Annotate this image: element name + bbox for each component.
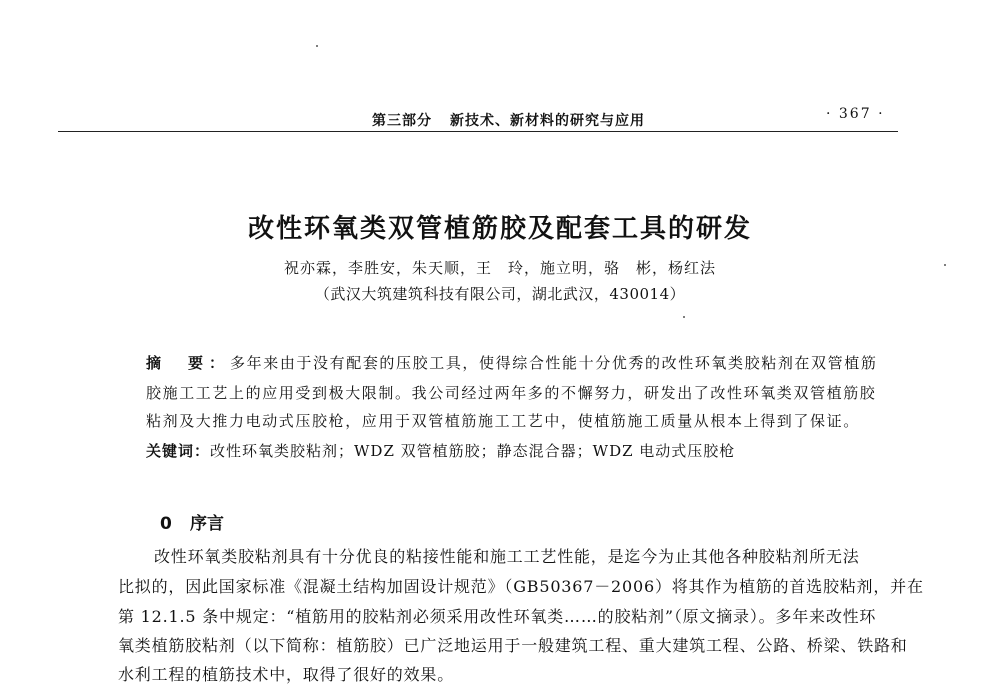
header-rule [58,131,898,132]
keywords-line [146,440,735,461]
author-list: 祝亦霖，李胜安，朱天顺，王 玲，施立明，骆 彬，杨红法 [283,259,716,277]
scan-speck [683,316,685,318]
abstract-line [146,352,877,373]
abstract-line: 粘剂及大推力电动式压胶枪，应用于双管植筋施工工艺中，使植筋施工质量从根本上得到了保证。 [146,412,860,430]
page-number: · 367 · [826,106,885,122]
body-line: 水利工程的植筋技术中，取得了很好的效果。 [118,665,455,684]
body-line: 氧类植筋胶粘剂（以下简称：植筋胶）已广泛地运用于一般建筑工程、重大建筑工程、公路、桥梁、铁路和 [118,636,908,655]
keywords-text: 改性环氧类胶粘剂；WDZ 双管植筋胶；静态混合器；WDZ 电动式压胶枪 [210,442,736,460]
section-number: 0 [160,514,172,534]
header-section-title: 新技术、新材料的研究与应用 [450,113,645,129]
header-part: 第三部分 [372,113,432,129]
scan-speck [316,45,318,47]
abstract-line: 胶施工工艺上的应用受到极大限制。我公司经过两年多的不懈努力，研发出了改性环氧类双管植筋胶 [146,384,877,402]
body-line: 第 12.1.5 条中规定：“植筋用的胶粘剂必须采用改性环氧类……的胶粘剂”（原文摘录）。多年来改性环 [118,607,877,626]
body-line: 改性环氧类胶粘剂具有十分优良的粘接性能和施工工艺性能，是迄今为止其他各种胶粘剂所无法 [154,547,860,566]
affiliation: （武汉大筑建筑科技有限公司，湖北武汉，430014） [314,285,686,303]
abstract-text: 多年来由于没有配套的压胶工具，使得综合性能十分优秀的改性环氧类胶粘剂在双管植筋 [230,354,878,372]
body-line: 比拟的，因此国家标准《混凝土结构加固设计规范》（GB50367－2006）将其作为植筋的首选胶粘剂，并在 [118,577,924,596]
section-heading [160,509,224,534]
keywords-label: 关键词： [146,442,211,460]
section-title: 序言 [190,514,224,534]
abstract-label: 摘 要： [146,354,231,372]
paper-title: 改性环氧类双管植筋胶及配套工具的研发 [247,214,752,244]
running-header [372,110,645,130]
